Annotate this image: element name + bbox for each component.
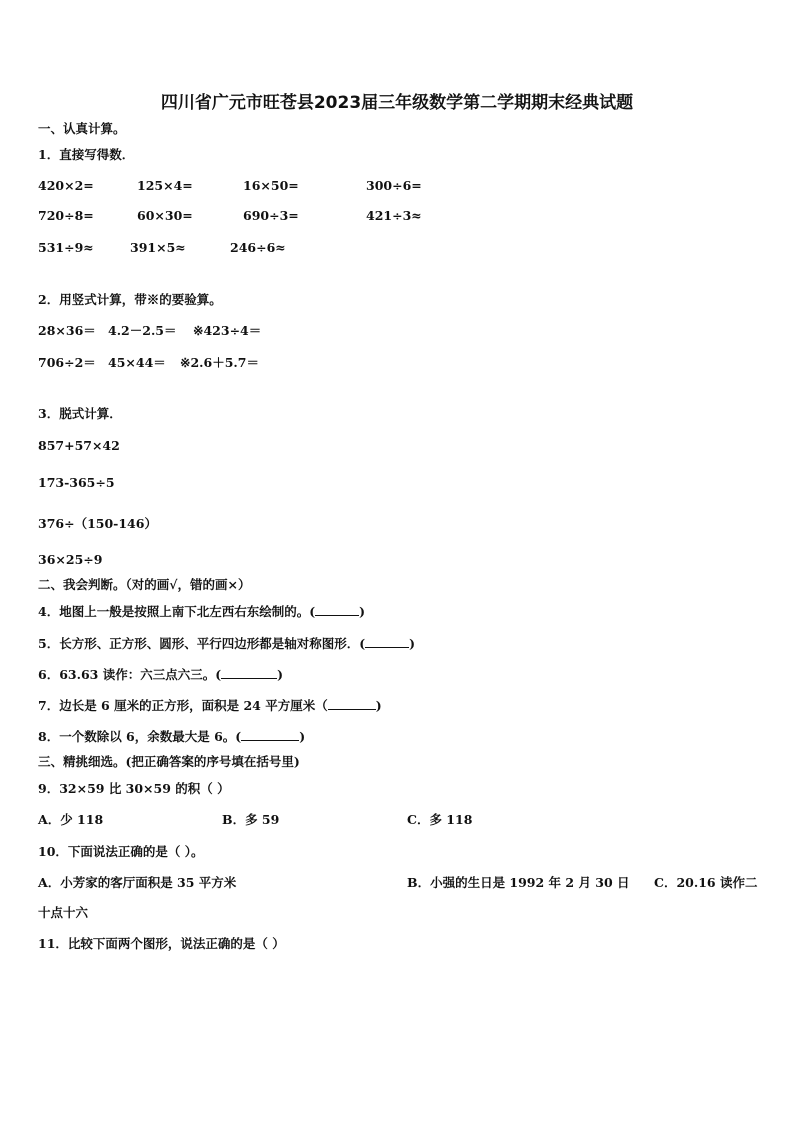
- q3-item: 857+57×42: [38, 438, 120, 453]
- close-paren: ): [299, 729, 306, 744]
- judgment-text: 7．边长是 6 厘米的正方形，面积是 24 平方厘米（: [38, 698, 328, 713]
- answer-blank[interactable]: [365, 636, 409, 648]
- judgment-item-4: [38, 604, 365, 620]
- q10-option-c: C．20.16 读作二: [654, 875, 758, 890]
- question-10-stem: 10．下面说法正确的是（ ）。: [38, 844, 204, 859]
- q1-item: 246÷6≈: [230, 240, 286, 255]
- q10-option-b: B．小强的生日是 1992 年 2 月 30 日: [407, 875, 630, 890]
- judgment-item-6: [38, 667, 283, 683]
- q1-item: 60×30=: [137, 208, 193, 223]
- judgment-text: 6．63.63 读作：六三点六三。(: [38, 667, 222, 682]
- q2-item: ※423÷4＝: [193, 323, 262, 338]
- q10-option-c-continuation: 十点十六: [38, 905, 89, 920]
- close-paren: ): [359, 604, 366, 619]
- section-2-heading: 二、我会判断。（对的画√，错的画×）: [38, 577, 251, 592]
- section-3-heading: 三、精挑细选。(把正确答案的序号填在括号里): [38, 754, 300, 769]
- answer-blank[interactable]: [315, 604, 359, 616]
- page-title: 四川省广元市旺苍县2023届三年级数学第二学期期末经典试题: [160, 93, 634, 113]
- q1-item: 125×4=: [137, 178, 193, 193]
- q1-item: 720÷8=: [38, 208, 94, 223]
- q2-item: 28×36＝: [38, 323, 96, 338]
- q2-item: 45×44＝: [108, 355, 166, 370]
- judgment-text: 5．长方形、正方形、圆形、平行四边形都是轴对称图形．(: [38, 636, 366, 651]
- judgment-text: 4．地图上一般是按照上南下北左西右东绘制的。(: [38, 604, 316, 619]
- q1-item: 16×50=: [243, 178, 299, 193]
- judgment-item-5: [38, 636, 415, 652]
- q1-item: 531÷9≈: [38, 240, 94, 255]
- judgment-item-8: [38, 729, 305, 745]
- q9-option-c: C．多 118: [407, 812, 473, 827]
- q9-option-a: A．少 118: [38, 812, 104, 827]
- answer-blank[interactable]: [221, 667, 277, 679]
- q3-item: 36×25÷9: [38, 552, 103, 567]
- q1-item: 300÷6=: [366, 178, 422, 193]
- question-2-label: 2．用竖式计算，带※的要验算。: [38, 292, 222, 307]
- close-paren: ): [409, 636, 416, 651]
- section-1-heading: 一、认真计算。: [38, 121, 126, 136]
- judgment-text: 8．一个数除以 6，余数最大是 6。(: [38, 729, 242, 744]
- q9-option-b: B．多 59: [222, 812, 280, 827]
- q3-item: 173-365÷5: [38, 475, 115, 490]
- judgment-item-7: [38, 698, 382, 714]
- q10-option-a: A．小芳家的客厅面积是 35 平方米: [38, 875, 237, 890]
- q2-item: ※2.6＋5.7＝: [180, 355, 259, 370]
- q1-item: 391×5≈: [130, 240, 186, 255]
- q1-item: 421÷3≈: [366, 208, 422, 223]
- answer-blank[interactable]: [241, 729, 299, 741]
- q3-item: 376÷（150-146）: [38, 516, 157, 531]
- question-9-stem: 9．32×59 比 30×59 的积（ ）: [38, 781, 230, 796]
- question-3-label: 3．脱式计算．: [38, 406, 122, 421]
- close-paren: ): [375, 698, 382, 713]
- close-paren: ): [277, 667, 284, 682]
- q1-item: 690÷3=: [243, 208, 299, 223]
- answer-blank[interactable]: [328, 698, 376, 710]
- question-1-label: 1．直接写得数．: [38, 147, 135, 162]
- q2-item: 706÷2＝: [38, 355, 96, 370]
- q2-item: 4.2－2.5＝: [108, 323, 177, 338]
- q1-item: 420×2=: [38, 178, 94, 193]
- question-11-stem: 11．比较下面两个图形，说法正确的是（ ）: [38, 936, 285, 951]
